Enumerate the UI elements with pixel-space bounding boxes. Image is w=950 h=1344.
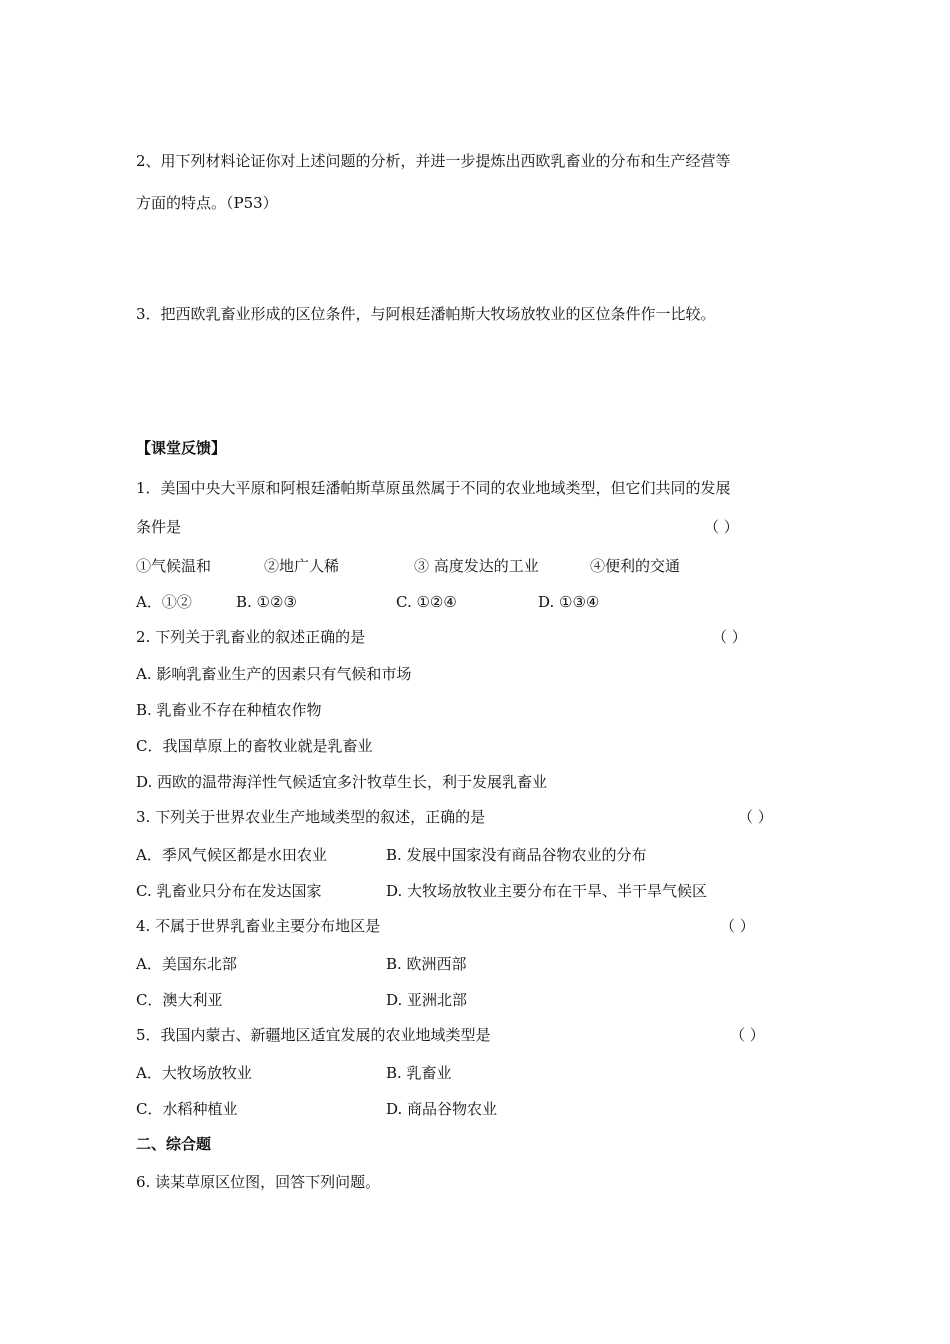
feedback-q4-stem: 4. 不属于世界乳畜业主要分布地区是 xyxy=(136,917,381,935)
q1-option-b: B. ①②③ xyxy=(236,593,297,611)
q5-option-b: B. 乳畜业 xyxy=(386,1064,452,1082)
feedback-q4-answer-blank: （ ） xyxy=(720,917,755,935)
question-2-line-1: 2、用下列材料论证你对上述问题的分析，并进一步提炼出西欧乳畜业的分布和生产经营等 xyxy=(136,152,731,170)
q5-option-d: D. 商品谷物农业 xyxy=(386,1100,498,1118)
q1-option-a: A．①② xyxy=(136,593,192,611)
q3-option-b: B. 发展中国家没有商品谷物农业的分布 xyxy=(386,846,647,864)
q1-option-c: C. ①②④ xyxy=(396,593,457,611)
q5-option-c: C．水稻种植业 xyxy=(136,1100,238,1118)
feedback-q1-line-2: 条件是 xyxy=(136,518,182,536)
q3-option-d: D. 大牧场放牧业主要分布在干旱、半干旱气候区 xyxy=(386,882,708,900)
q5-option-a: A．大牧场放牧业 xyxy=(136,1064,252,1082)
feedback-q5-stem: 5．我国内蒙古、新疆地区适宜发展的农业地域类型是 xyxy=(136,1026,491,1044)
feedback-heading: 【课堂反馈】 xyxy=(136,439,227,457)
feedback-q1-answer-blank: （ ） xyxy=(704,518,739,536)
feedback-q2-stem: 2. 下列关于乳畜业的叙述正确的是 xyxy=(136,628,366,646)
feedback-q3-stem: 3. 下列关于世界农业生产地域类型的叙述，正确的是 xyxy=(136,808,486,826)
q2-option-a: A. 影响乳畜业生产的因素只有气候和市场 xyxy=(136,665,412,683)
q1-condition-2: ②地广人稀 xyxy=(264,557,340,575)
q4-option-b: B. 欧洲西部 xyxy=(386,955,467,973)
q3-option-c: C. 乳畜业只分布在发达国家 xyxy=(136,882,322,900)
feedback-q5-answer-blank: （ ） xyxy=(730,1026,765,1044)
q2-option-d: D. 西欧的温带海洋性气候适宜多汁牧草生长，利于发展乳畜业 xyxy=(136,773,548,791)
q1-option-d: D. ①③④ xyxy=(538,593,600,611)
q4-option-d: D. 亚洲北部 xyxy=(386,991,468,1009)
feedback-q1-line-1: 1．美国中央大平原和阿根廷潘帕斯草原虽然属于不同的农业地域类型，但它们共同的发展 xyxy=(136,479,731,497)
q1-condition-3: ③ 高度发达的工业 xyxy=(414,557,539,575)
feedback-q3-answer-blank: （ ） xyxy=(738,808,773,826)
q1-condition-1: ①气候温和 xyxy=(136,557,212,575)
q3-option-a: A．季风气候区都是水田农业 xyxy=(136,846,327,864)
q2-option-c: C．我国草原上的畜牧业就是乳畜业 xyxy=(136,737,373,755)
question-2-line-2: 方面的特点。（P53） xyxy=(136,194,278,212)
q1-condition-4: ④便利的交通 xyxy=(590,557,681,575)
question-6: 6. 读某草原区位图，回答下列问题。 xyxy=(136,1173,381,1191)
q4-option-a: A．美国东北部 xyxy=(136,955,237,973)
q2-option-b: B. 乳畜业不存在种植农作物 xyxy=(136,701,322,719)
q4-option-c: C．澳大利亚 xyxy=(136,991,223,1009)
feedback-q2-answer-blank: （ ） xyxy=(712,628,747,646)
section-2-heading: 二、综合题 xyxy=(136,1135,212,1153)
question-3: 3．把西欧乳畜业形成的区位条件，与阿根廷潘帕斯大牧场放牧业的区位条件作一比较。 xyxy=(136,305,716,323)
